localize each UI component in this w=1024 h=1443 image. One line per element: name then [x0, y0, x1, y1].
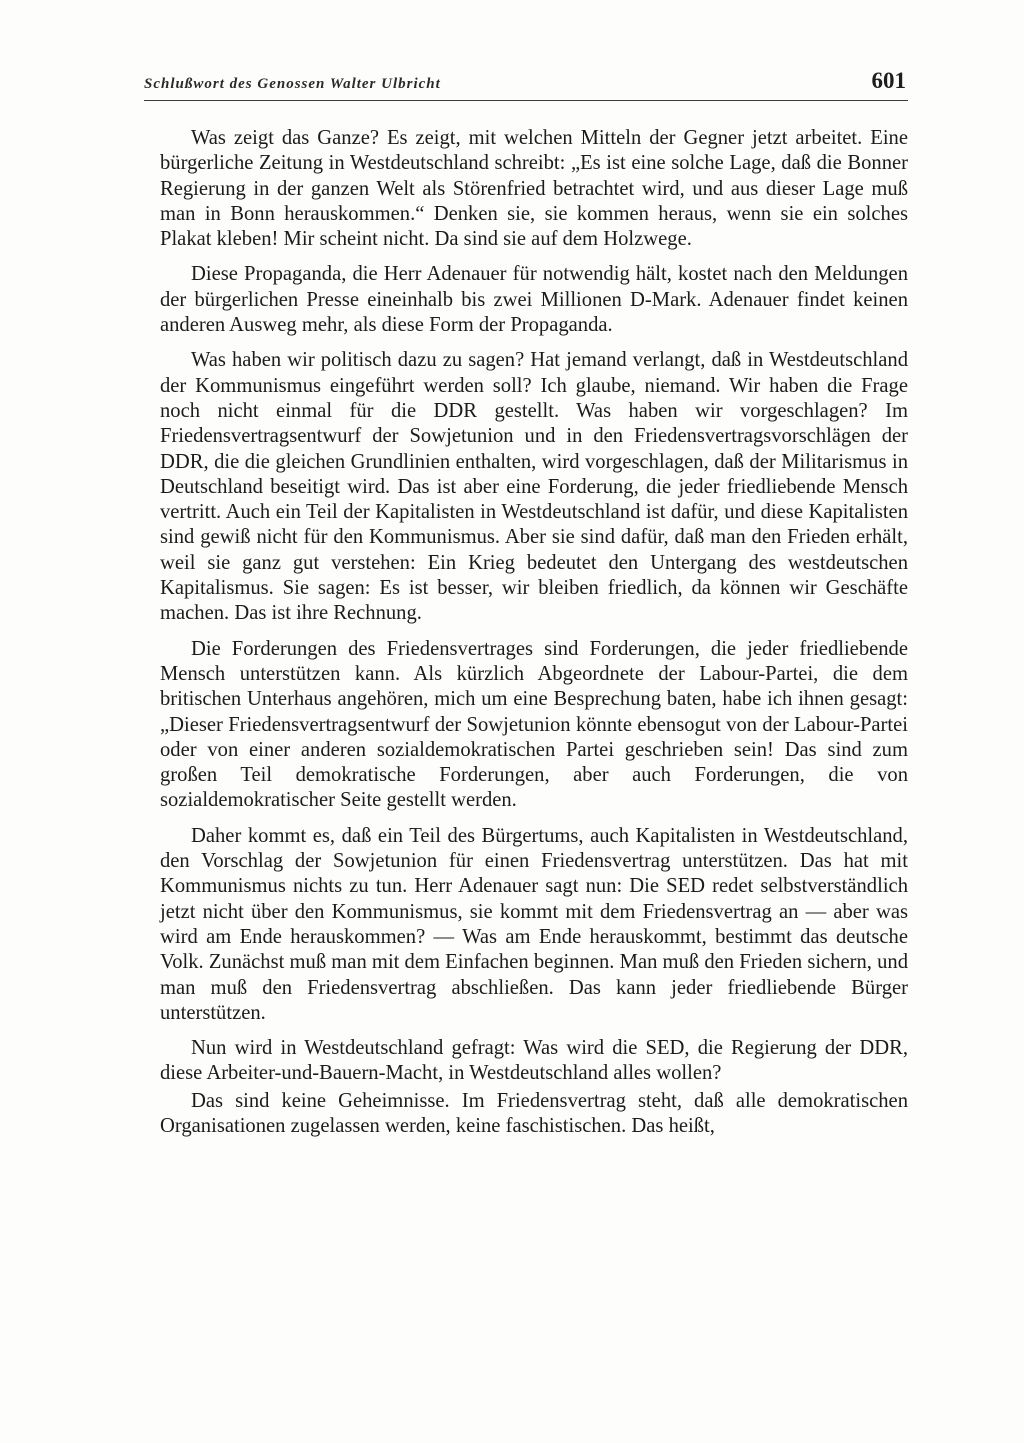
page-number: 601	[871, 68, 906, 93]
paragraph: Was haben wir politisch dazu zu sagen? Hat jemand verlangt, daß in Westdeutschland der Kommunismus eingeführt werden soll? Ich glaube, niemand. Wir haben die Frage noch nicht einmal für die DDR gestellt. Was haben wir vorgeschlagen? Im Friedensvertragsentwurf der Sowjetunion und in den Friedensvertragsvorschlägen der DDR, die die gleichen Grundlinien enthalten, wird vorgeschlagen, daß der Militarismus in Deutschland beseitigt wird. Das ist aber eine Forderung, die jeder friedliebende Mensch vertritt. Auch ein Teil der Kapitalisten in Westdeutschland ist dafür, und diese Kapitalisten sind gewiß nicht für den Kommunismus. Aber sie sind dafür, daß man den Frieden erhält, weil sie ganz gut verstehen: Ein Krieg bedeutet den Untergang des westdeutschen Kapitalismus. Sie sagen: Es ist besser, wir bleiben friedlich, da können wir Geschäfte machen. Das ist ihre Rechnung.	[160, 349, 908, 625]
paragraph: Diese Propaganda, die Herr Adenauer für notwendig hält, kostet nach den Meldungen der bürgerlichen Presse eineinhalb bis zwei Millionen D-Mark. Adenauer findet keinen anderen Ausweg mehr, als diese Form der Propaganda.	[160, 263, 908, 337]
paragraph: Was zeigt das Ganze? Es zeigt, mit welchen Mitteln der Gegner jetzt arbeitet. Eine bürgerliche Zeitung in Westdeutschland schreibt: „Es ist eine solche Lage, daß die Bonner Regierung in der ganzen Welt als Störenfried betrachtet wird, und aus dieser Lage muß man in Bonn herauskommen.“ Denken sie, sie kommen heraus, wenn sie ein solches Plakat kleben! Mir scheint nicht. Da sind sie auf dem Holzwege.	[160, 127, 908, 251]
paragraph: Die Forderungen des Friedensvertrages sind Forderungen, die jeder friedliebende Mensch unterstützen kann. Als kürzlich Abgeordnete der Labour-Partei, die dem britischen Unterhaus angehören, mich um eine Besprechung baten, habe ich ihnen gesagt: „Dieser Friedensvertragsentwurf der Sowjetunion könnte ebensogut von der Labour-Partei oder von einer anderen sozialdemokratischen Partei geschrieben sein! Das sind zum großen Teil demokratische Forderungen, aber auch Forderungen, die von sozialdemokratischer Seite gestellt werden.	[160, 637, 908, 812]
paragraph: Daher kommt es, daß ein Teil des Bürgertums, auch Kapitalisten in Westdeutschland, den Vorschlag der Sowjetunion für einen Friedensvertrag unterstützen. Das hat mit Kommunismus nichts zu tun. Herr Adenauer sagt nun: Die SED redet selbstverständlich jetzt nicht über den Kommunismus, sie kommt mit dem Friedensvertrag an — aber was wird am Ende herauskommen? — Was am Ende herauskommt, bestimmt das deutsche Volk. Zunächst muß man mit dem Einfachen beginnen. Man muß den Frieden sichern, und man muß den Friedensvertrag abschließen. Das kann jeder friedliebende Bürger unterstützen.	[160, 824, 908, 1024]
paragraph: Das sind keine Geheimnisse. Im Friedensvertrag steht, daß alle demokratischen Organisationen zugelassen werden, keine faschistischen. Das heißt,	[160, 1089, 908, 1137]
body-text	[160, 126, 908, 1149]
running-head	[144, 70, 908, 101]
paragraph: Nun wird in Westdeutschland gefragt: Was wird die SED, die Regierung der DDR, diese Arbeiter-und-Bauern-Macht, in Westdeutschland alles wollen?	[160, 1037, 908, 1085]
running-title: Schlußwort des Genossen Walter Ulbricht	[144, 76, 441, 92]
